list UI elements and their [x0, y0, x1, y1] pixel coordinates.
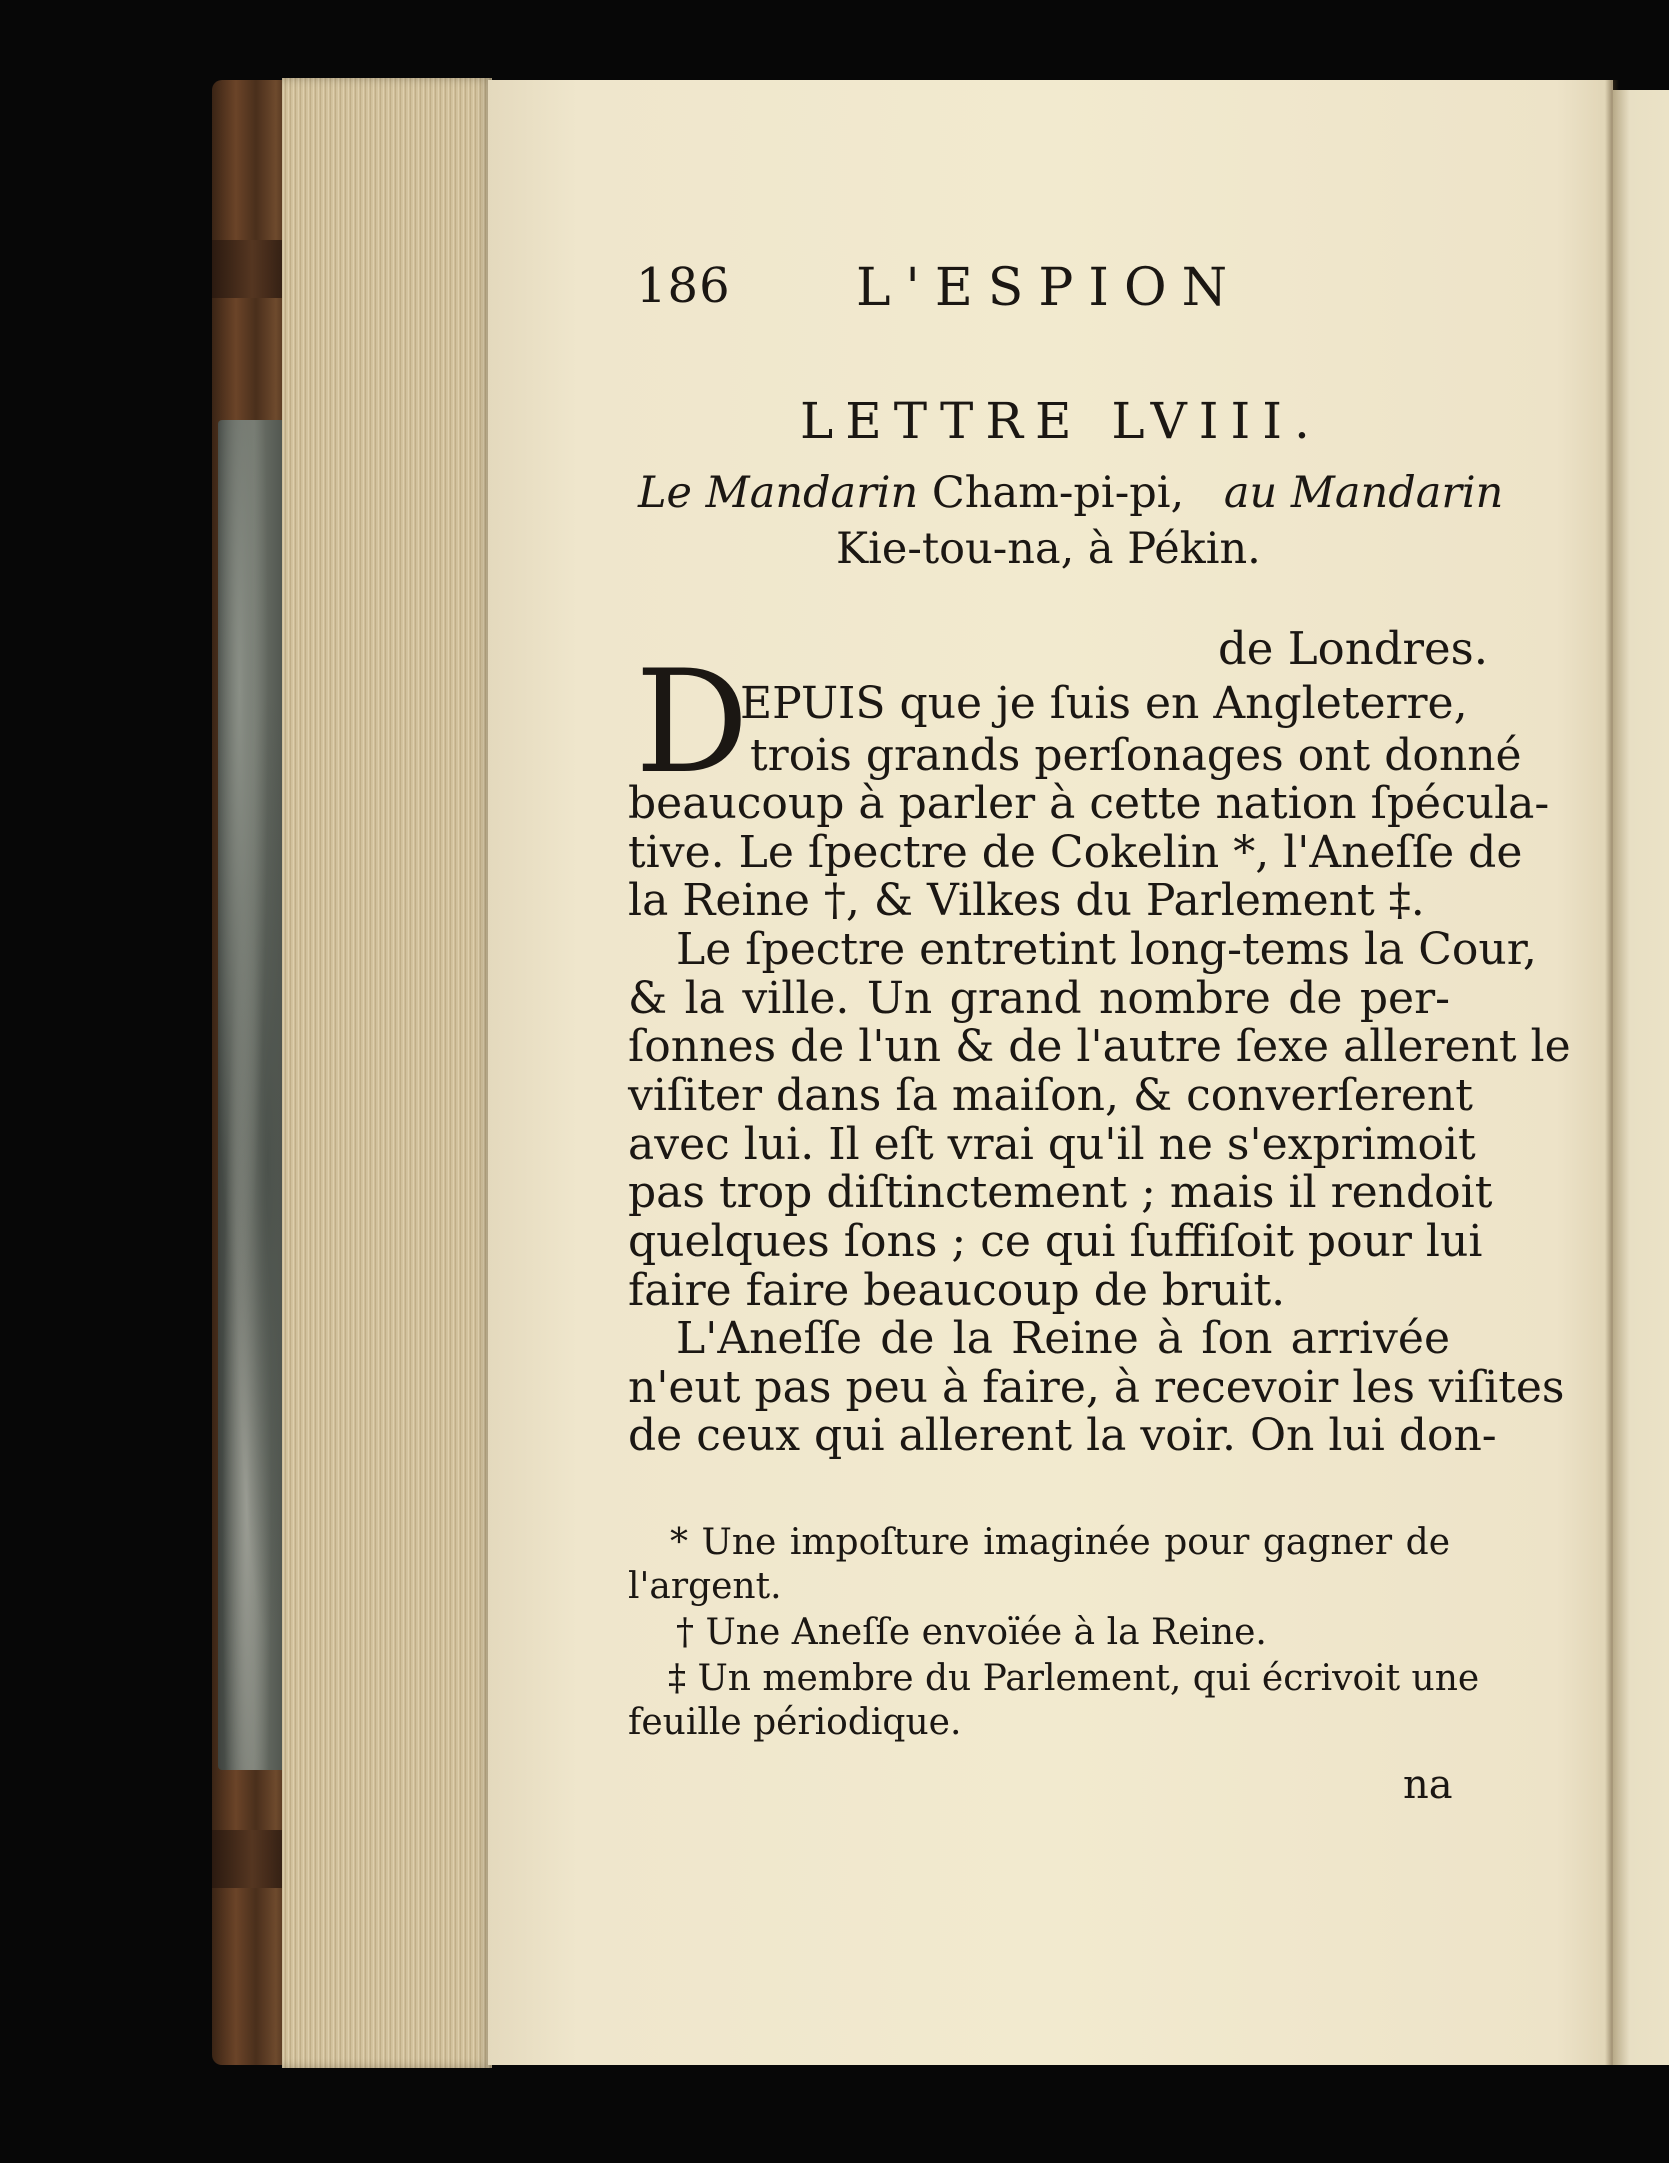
- body-line: tive. Le ſpectre de Cokelin *, l'Aneſſe de: [628, 827, 1523, 878]
- right-page-edge: [1613, 90, 1669, 2065]
- body-line: viſiter dans ſa maiſon, & converſerent: [628, 1070, 1473, 1121]
- body-line: la Reine †, & Vilkes du Parlement ‡.: [628, 875, 1425, 926]
- body-line: avec lui. Il eſt vrai qu'il ne s'exprimoit: [628, 1119, 1476, 1170]
- spine-band: [212, 240, 292, 298]
- to-prefix: au Mandarin: [1223, 468, 1504, 518]
- address-line-1: [638, 468, 1503, 518]
- letter-heading: LETTRE LVIII.: [800, 392, 1322, 450]
- footnote-line: † Une Aneſſe envoïée à la Reine.: [676, 1612, 1267, 1653]
- running-head: L'ESPION: [856, 258, 1243, 318]
- drop-cap: D: [635, 640, 749, 805]
- page-number: 186: [636, 258, 731, 314]
- footnote-line: ‡ Un membre du Parlement, qui écrivoit une: [668, 1658, 1480, 1699]
- body-line: n'eut pas peu à faire, à recevoir les viſites: [628, 1362, 1565, 1413]
- body-line: & la ville. Un grand nombre de per-: [628, 973, 1450, 1024]
- from-name: Cham-pi-pi,: [931, 468, 1185, 518]
- catchword: na: [1403, 1762, 1453, 1808]
- page-edges: [282, 78, 492, 2068]
- body-line: pas trop diſtinctement ; mais il rendoit: [628, 1167, 1493, 1218]
- from-prefix: Le Mandarin: [638, 468, 919, 518]
- body-line: de ceux qui allerent la voir. On lui don-: [628, 1410, 1497, 1461]
- body-line: trois grands perſonages ont donné: [750, 730, 1522, 781]
- place-dateline: de Londres.: [1218, 622, 1489, 675]
- footnote-line: l'argent.: [628, 1566, 782, 1607]
- spine-band: [212, 1830, 292, 1888]
- body-line: beaucoup à parler à cette nation ſpécula-: [628, 778, 1550, 829]
- footnote-line: feuille périodique.: [628, 1702, 962, 1743]
- body-line: Le ſpectre entretint long-tems la Cour,: [676, 924, 1537, 975]
- address-line-2: Kie-tou-na, à Pékin.: [836, 524, 1261, 574]
- body-line: faire faire beaucoup de bruit.: [628, 1265, 1286, 1316]
- body-line: L'Aneſſe de la Reine à ſon arrivée: [676, 1313, 1450, 1364]
- body-line: quelques ſons ; ce qui ſuffiſoit pour lui: [628, 1216, 1483, 1267]
- body-line: EPUIS que je ſuis en Angleterre,: [740, 678, 1468, 729]
- marbled-cover: [218, 420, 290, 1770]
- body-line: ſonnes de l'un & de l'autre ſexe allerent le: [628, 1021, 1571, 1072]
- footnote-line: * Une impoſture imaginée pour gagner de: [670, 1522, 1450, 1563]
